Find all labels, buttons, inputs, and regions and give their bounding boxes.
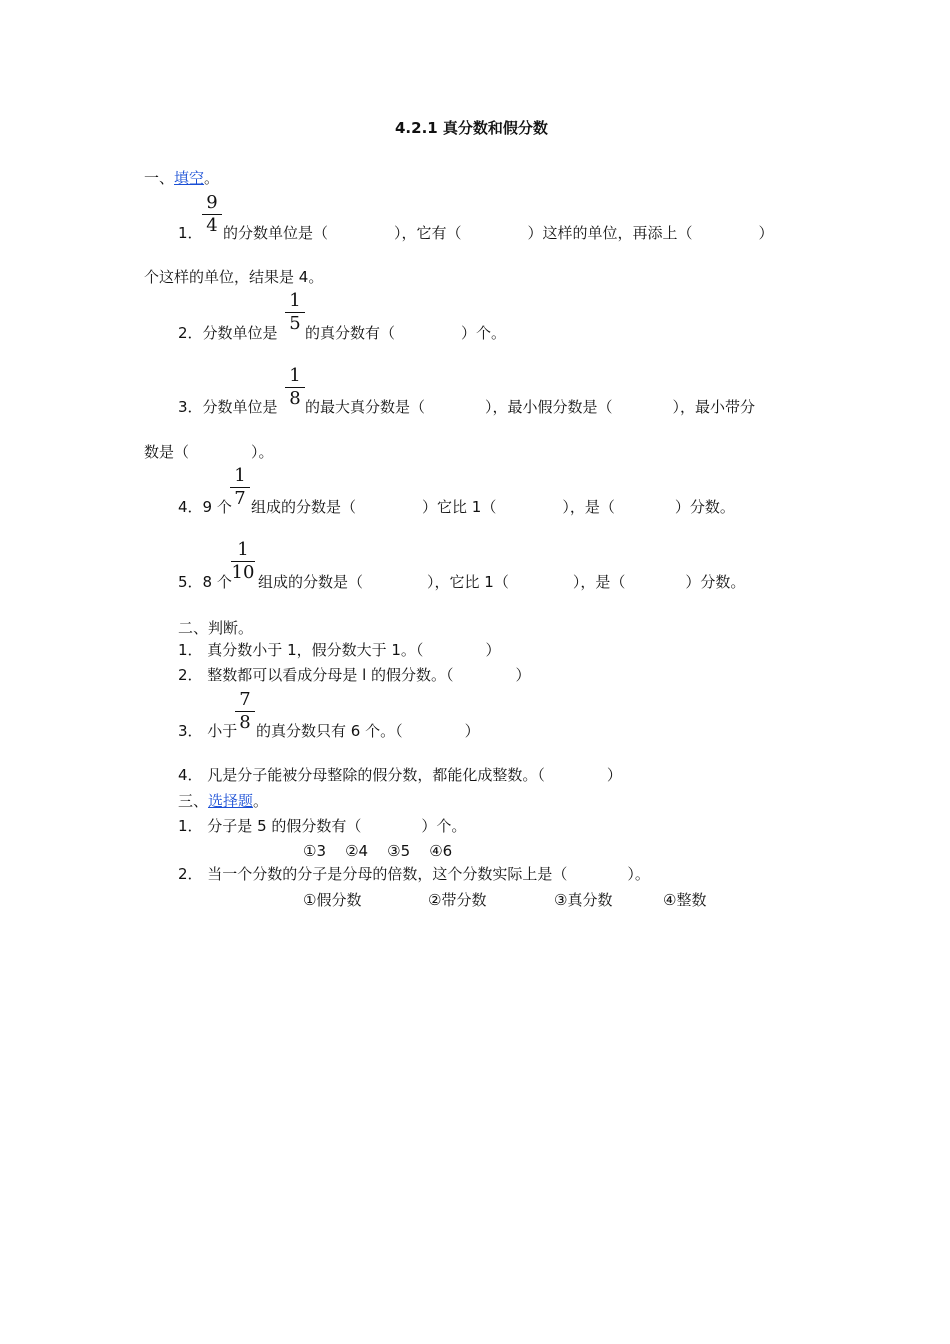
q3-cont-1: 数是（ (144, 443, 190, 461)
q1-part-4: ） (758, 224, 774, 242)
choice-2 (178, 864, 650, 884)
section-2-heading: 二、判断。 (178, 619, 254, 637)
fraction-numerator: 1 (289, 290, 301, 311)
judge-4-close: ） (606, 766, 622, 784)
question-5-text (258, 572, 745, 592)
q3-part-3: ），最小带分 (672, 398, 756, 416)
q4-part-4: ）分数。 (674, 498, 735, 516)
q5-part-2: ），它比 1（ (427, 573, 509, 591)
fraction-denominator: 7 (234, 488, 246, 509)
judge-3-text: 的真分数只有 6 个。（ (256, 722, 403, 740)
section-1-suffix: 。 (204, 169, 220, 187)
q1-part-3: ）这样的单位，再添上（ (527, 224, 693, 242)
fraction-1-10 (229, 540, 257, 583)
multiple-choice-link[interactable]: 选择题 (208, 792, 254, 810)
judge-3-close: ） (464, 722, 480, 740)
choice-1-options: ①3 ②4 ③5 ④6 (303, 842, 453, 860)
question-3-text (305, 397, 755, 417)
q3-cont-2: ）。 (251, 443, 274, 461)
question-1-continuation: 个这样的单位，结果是 4。 (144, 268, 324, 286)
judge-1-close: ） (485, 641, 501, 659)
q3-part-2: ），最小假分数是（ (485, 398, 613, 416)
question-2-text (305, 323, 506, 343)
choice-2-option-3: ③真分数 (554, 891, 613, 909)
question-5-prefix: 5．8 个 (178, 573, 232, 591)
fraction-9-4 (200, 193, 224, 236)
section-3-heading (178, 791, 268, 811)
q3-part-1: 的最大真分数是（ (305, 398, 426, 416)
fraction-denominator: 8 (289, 388, 301, 409)
section-1-prefix: 一、 (144, 169, 175, 187)
fraction-denominator: 4 (206, 215, 218, 236)
choice-2-close: ）。 (627, 865, 650, 883)
section-3-suffix: 。 (253, 792, 269, 810)
judge-4 (178, 765, 622, 785)
fraction-1-8 (283, 366, 307, 409)
choice-1 (178, 816, 466, 836)
section-3-prefix: 三、 (178, 792, 209, 810)
fraction-numerator: 1 (289, 365, 301, 386)
q4-part-3: ），是（ (562, 498, 615, 516)
fill-blank-link[interactable]: 填空 (174, 169, 205, 187)
fraction-numerator: 1 (237, 539, 249, 560)
choice-2-option-4: ④整数 (663, 891, 707, 909)
question-2-prefix: 2．分数单位是 (178, 324, 278, 342)
q4-part-2: ）它比 1（ (422, 498, 497, 516)
choice-2-option-1: ①假分数 (303, 891, 362, 909)
q2-part-2: ）个。 (461, 324, 507, 342)
choice-2-option-2: ②带分数 (428, 891, 487, 909)
question-1-number: 1． (178, 224, 203, 242)
judge-3-prefix: 3． 小于 (178, 722, 238, 740)
page-title: 4.2.1 真分数和假分数 (395, 119, 548, 137)
q5-part-3: ），是（ (572, 573, 626, 591)
q5-part-4: ）分数。 (685, 573, 746, 591)
q4-part-1: 组成的分数是（ (251, 498, 357, 516)
fraction-denominator: 10 (231, 562, 255, 583)
judge-2 (178, 665, 531, 685)
choice-1-text: 1． 分子是 5 的假分数有（ (178, 817, 362, 835)
question-4-text (251, 497, 735, 517)
fraction-numerator: 9 (206, 192, 218, 213)
judge-2-close: ） (515, 666, 531, 684)
q1-part-1: 的分数单位是（ (223, 224, 329, 242)
fraction-denominator: 8 (239, 712, 251, 733)
judge-1-text: 1． 真分数小于 1，假分数大于 1。（ (178, 641, 424, 659)
judge-2-text: 2． 整数都可以看成分母是 l 的假分数。（ (178, 666, 454, 684)
fraction-numerator: 1 (234, 465, 246, 486)
question-3-prefix: 3．分数单位是 (178, 398, 278, 416)
judge-4-text: 4． 凡是分子能被分母整除的假分数，都能化成整数。（ (178, 766, 545, 784)
question-4-prefix: 4．9 个 (178, 498, 232, 516)
q2-part-1: 的真分数有（ (305, 324, 396, 342)
q5-part-1: 组成的分数是（ (258, 573, 364, 591)
question-3-continuation (144, 442, 274, 462)
choice-1-close: ）个。 (421, 817, 467, 835)
fraction-1-5 (283, 291, 307, 334)
choice-2-text: 2． 当一个分数的分子是分母的倍数，这个分数实际上是（ (178, 865, 568, 883)
fraction-denominator: 5 (289, 313, 301, 334)
fraction-numerator: 7 (239, 689, 251, 710)
q1-part-2: ），它有（ (394, 224, 462, 242)
judge-3 (256, 721, 480, 741)
section-1-heading (144, 168, 219, 188)
question-1-text (223, 223, 774, 243)
judge-1 (178, 640, 500, 660)
